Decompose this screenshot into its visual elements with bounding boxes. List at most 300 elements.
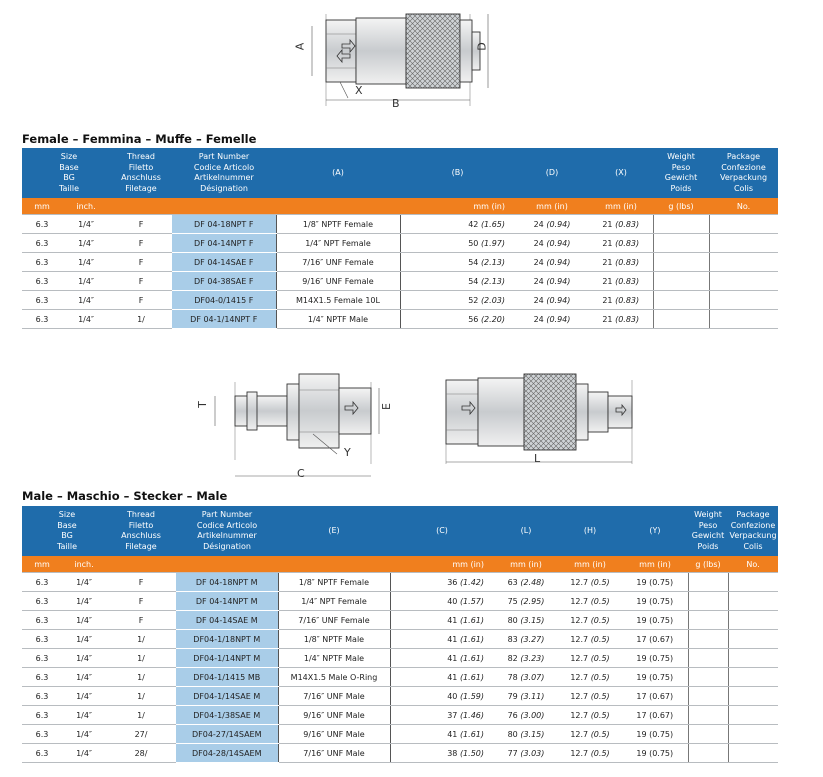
- cell-dim-d-in: (0.94): [546, 295, 571, 305]
- cell-dim-h-in: (0.5): [590, 672, 610, 682]
- cell-dim-l-mm: 79: [507, 691, 518, 701]
- unit-blank: [276, 198, 400, 215]
- cell-description: 1/4″ NPT Female: [278, 592, 390, 611]
- cell-dim-h-in: (0.5): [590, 729, 610, 739]
- cell-inch: 1/4″: [62, 668, 106, 687]
- cell-thread: 1/: [106, 649, 176, 668]
- cell-dim-l: [494, 649, 558, 668]
- cell-dim-c: [390, 649, 494, 668]
- cell-part-number: DF04-1/1415 MB: [176, 668, 278, 687]
- male-dim-e: E: [379, 403, 393, 410]
- table-row: [22, 215, 778, 234]
- cell-thread: 27/: [106, 725, 176, 744]
- cell-dim-h-mm: 12.7: [570, 729, 589, 739]
- female-section-title: Female – Femmina – Muffe – Femelle: [22, 132, 257, 146]
- cell-description: 7/16″ UNF Female: [278, 611, 390, 630]
- cell-dim-d-in: (0.94): [546, 257, 571, 267]
- unit-mm: mm: [22, 198, 62, 215]
- cell-dim-x-in: (0.83): [615, 238, 640, 248]
- cell-dim-x: [589, 291, 653, 310]
- cell-dim-h: [558, 744, 622, 763]
- cell-dim-l-mm: 63: [507, 577, 518, 587]
- cell-dim-l-mm: 78: [507, 672, 518, 682]
- cell-dim-l: [494, 592, 558, 611]
- cell-dim-y: 19 (0.75): [622, 611, 688, 630]
- unit-dim-l: mm (in): [494, 556, 558, 573]
- cell-inch: 1/4″: [62, 611, 106, 630]
- cell-dim-c: [390, 725, 494, 744]
- cell-dim-h: [558, 725, 622, 744]
- cell-inch: 1/4″: [62, 592, 106, 611]
- cell-dim-b-mm: 42: [468, 219, 479, 229]
- header-size: Size Base BG Taille: [22, 506, 106, 556]
- cell-dim-l-mm: 76: [507, 710, 518, 720]
- cell-dim-c-mm: 41: [447, 672, 458, 682]
- cell-inch: 1/4″: [62, 687, 106, 706]
- cell-weight: [653, 215, 709, 234]
- cell-package: [728, 630, 778, 649]
- header-dim-l: (L): [494, 506, 558, 556]
- cell-description: 1/4″ NPTF Male: [278, 649, 390, 668]
- cell-dim-l: [494, 630, 558, 649]
- cell-inch: 1/4″: [62, 215, 110, 234]
- cell-dim-d-in: (0.94): [546, 276, 571, 286]
- cell-dim-h-in: (0.5): [590, 577, 610, 587]
- cell-dim-d: [515, 310, 589, 329]
- cell-dim-x-mm: 21: [602, 295, 613, 305]
- cell-size: 6.3: [22, 668, 62, 687]
- cell-weight: [653, 291, 709, 310]
- cell-dim-c-mm: 36: [447, 577, 458, 587]
- cell-weight: [688, 725, 728, 744]
- cell-inch: 1/4″: [62, 630, 106, 649]
- cell-package: [728, 611, 778, 630]
- cell-dim-d-in: (0.94): [546, 314, 571, 324]
- cell-size: 6.3: [22, 706, 62, 725]
- cell-weight: [653, 234, 709, 253]
- cell-thread: F: [110, 272, 172, 291]
- female-dim-x: X: [355, 84, 363, 97]
- cell-dim-y: 17 (0.67): [622, 706, 688, 725]
- unit-blank: [278, 556, 390, 573]
- cell-package: [728, 706, 778, 725]
- cell-package: [728, 744, 778, 763]
- cell-dim-c-mm: 41: [447, 729, 458, 739]
- cell-dim-l: [494, 611, 558, 630]
- cell-weight: [688, 687, 728, 706]
- cell-size: 6.3: [22, 272, 62, 291]
- cell-dim-h-mm: 12.7: [570, 653, 589, 663]
- cell-thread: F: [110, 234, 172, 253]
- male-section-title: Male – Maschio – Stecker – Male: [22, 489, 228, 503]
- cell-description: 7/16″ UNF Male: [278, 687, 390, 706]
- cell-dim-x-mm: 21: [602, 238, 613, 248]
- cell-thread: 1/: [110, 310, 172, 329]
- cell-dim-l: [494, 706, 558, 725]
- table-row: [22, 649, 778, 668]
- cell-dim-b-in: (2.03): [480, 295, 505, 305]
- cell-dim-h-mm: 12.7: [570, 710, 589, 720]
- cell-thread: F: [106, 592, 176, 611]
- cell-part-number: DF04-0/1415 F: [172, 291, 276, 310]
- cell-thread: F: [110, 253, 172, 272]
- male-header-row: [22, 506, 778, 556]
- cell-dim-c-mm: 40: [447, 596, 458, 606]
- cell-dim-l-in: (3.27): [520, 634, 545, 644]
- cell-size: 6.3: [22, 687, 62, 706]
- cell-description: 7/16″ UNF Male: [278, 744, 390, 763]
- table-row: [22, 668, 778, 687]
- cell-dim-b: [400, 234, 515, 253]
- unit-blank: [106, 556, 176, 573]
- female-dim-b: B: [392, 97, 400, 110]
- cell-dim-h-in: (0.5): [590, 653, 610, 663]
- cell-weight: [653, 272, 709, 291]
- cell-dim-x-in: (0.83): [615, 257, 640, 267]
- male-dim-c: C: [297, 467, 305, 480]
- header-package: Package Confezione Verpackung Colis: [728, 506, 778, 556]
- cell-part-number: DF 04-18NPT M: [176, 573, 278, 592]
- cell-part-number: DF04-1/38SAE M: [176, 706, 278, 725]
- unit-dim-c: mm (in): [390, 556, 494, 573]
- cell-dim-c: [390, 668, 494, 687]
- cell-dim-x-in: (0.83): [615, 295, 640, 305]
- cell-dim-b-in: (1.97): [480, 238, 505, 248]
- table-row: [22, 253, 778, 272]
- cell-package: [709, 272, 778, 291]
- cell-dim-h-mm: 12.7: [570, 672, 589, 682]
- cell-weight: [688, 668, 728, 687]
- cell-weight: [653, 310, 709, 329]
- cell-size: 6.3: [22, 725, 62, 744]
- cell-dim-b-in: (2.13): [480, 276, 505, 286]
- cell-dim-y: 17 (0.67): [622, 687, 688, 706]
- cell-dim-l: [494, 725, 558, 744]
- cell-weight: [688, 706, 728, 725]
- cell-dim-c-in: (1.61): [459, 615, 484, 625]
- cell-inch: 1/4″: [62, 272, 110, 291]
- unit-blank: [176, 556, 278, 573]
- unit-dim-h: mm (in): [558, 556, 622, 573]
- cell-weight: [688, 744, 728, 763]
- cell-dim-c-in: (1.57): [459, 596, 484, 606]
- cell-part-number: DF 04-1/14NPT F: [172, 310, 276, 329]
- cell-dim-l-in: (3.15): [520, 729, 545, 739]
- cell-description: 1/8″ NPTF Female: [278, 573, 390, 592]
- cell-part-number: DF04-1/18NPT M: [176, 630, 278, 649]
- cell-dim-h-in: (0.5): [590, 634, 610, 644]
- cell-dim-y: 19 (0.75): [622, 573, 688, 592]
- cell-dim-h-mm: 12.7: [570, 615, 589, 625]
- cell-inch: 1/4″: [62, 291, 110, 310]
- female-spec-table: [22, 148, 778, 329]
- table-row: [22, 611, 778, 630]
- table-row: [22, 725, 778, 744]
- cell-dim-d-mm: 24: [533, 219, 544, 229]
- female-coupling-drawing: [290, 6, 510, 116]
- cell-part-number: DF04-1/14SAE M: [176, 687, 278, 706]
- unit-blank: [172, 198, 276, 215]
- cell-part-number: DF 04-14NPT M: [176, 592, 278, 611]
- table-row: [22, 744, 778, 763]
- cell-part-number: DF 04-14NPT F: [172, 234, 276, 253]
- cell-dim-x-mm: 21: [602, 314, 613, 324]
- cell-dim-h-mm: 12.7: [570, 748, 589, 758]
- cell-dim-b-mm: 52: [468, 295, 479, 305]
- cell-dim-c-in: (1.61): [459, 672, 484, 682]
- cell-dim-h: [558, 573, 622, 592]
- cell-thread: F: [106, 611, 176, 630]
- cell-dim-b-mm: 54: [468, 257, 479, 267]
- cell-dim-x: [589, 234, 653, 253]
- cell-inch: 1/4″: [62, 725, 106, 744]
- cell-dim-h-in: (0.5): [590, 748, 610, 758]
- cell-dim-c-in: (1.50): [459, 748, 484, 758]
- header-weight: Weight Peso Gewicht Poids: [688, 506, 728, 556]
- cell-weight: [688, 630, 728, 649]
- cell-dim-l-in: (3.15): [520, 615, 545, 625]
- unit-package: No.: [709, 198, 778, 215]
- female-header-row: [22, 148, 778, 198]
- cell-size: 6.3: [22, 592, 62, 611]
- cell-dim-d-mm: 24: [533, 314, 544, 324]
- cell-dim-x-mm: 21: [602, 276, 613, 286]
- cell-size: 6.3: [22, 611, 62, 630]
- cell-dim-b: [400, 253, 515, 272]
- cell-dim-x-mm: 21: [602, 219, 613, 229]
- cell-package: [709, 291, 778, 310]
- cell-thread: 28/: [106, 744, 176, 763]
- cell-description: 1/4″ NPTF Male: [276, 310, 400, 329]
- cell-dim-x-in: (0.83): [615, 276, 640, 286]
- cell-dim-c-mm: 41: [447, 634, 458, 644]
- cell-dim-h: [558, 668, 622, 687]
- unit-dim-d: mm (in): [515, 198, 589, 215]
- cell-description: 1/8″ NPTF Female: [276, 215, 400, 234]
- unit-mm: mm: [22, 556, 62, 573]
- cell-dim-b: [400, 291, 515, 310]
- header-dim-d: (D): [515, 148, 589, 198]
- unit-weight: g (lbs): [688, 556, 728, 573]
- cell-thread: F: [110, 291, 172, 310]
- cell-dim-h: [558, 611, 622, 630]
- cell-size: 6.3: [22, 215, 62, 234]
- table-row: [22, 592, 778, 611]
- cell-package: [728, 649, 778, 668]
- cell-dim-y: 19 (0.75): [622, 725, 688, 744]
- header-desc: (E): [278, 506, 390, 556]
- cell-dim-y: 17 (0.67): [622, 630, 688, 649]
- female-units-row: [22, 198, 778, 215]
- cell-dim-c-mm: 38: [447, 748, 458, 758]
- table-row: [22, 310, 778, 329]
- cell-dim-c: [390, 592, 494, 611]
- header-thread: Thread Filetto Anschluss Filetage: [106, 506, 176, 556]
- cell-dim-c-mm: 37: [447, 710, 458, 720]
- cell-dim-d-mm: 24: [533, 238, 544, 248]
- cell-dim-c-in: (1.61): [459, 634, 484, 644]
- cell-dim-h-mm: 12.7: [570, 596, 589, 606]
- cell-part-number: DF04-28/14SAEM: [176, 744, 278, 763]
- cell-size: 6.3: [22, 291, 62, 310]
- cell-size: 6.3: [22, 744, 62, 763]
- cell-dim-c: [390, 687, 494, 706]
- table-row: [22, 687, 778, 706]
- cell-dim-h-in: (0.5): [590, 691, 610, 701]
- cell-size: 6.3: [22, 234, 62, 253]
- cell-dim-l-in: (3.07): [520, 672, 545, 682]
- cell-dim-d-mm: 24: [533, 257, 544, 267]
- cell-dim-c-in: (1.61): [459, 729, 484, 739]
- cell-thread: 1/: [106, 630, 176, 649]
- cell-dim-c-mm: 40: [447, 691, 458, 701]
- header-dim-b: (B): [400, 148, 515, 198]
- cell-dim-x-in: (0.83): [615, 314, 640, 324]
- cell-weight: [688, 573, 728, 592]
- cell-weight: [653, 253, 709, 272]
- cell-dim-x: [589, 215, 653, 234]
- cell-inch: 1/4″: [62, 310, 110, 329]
- table-row: [22, 272, 778, 291]
- cell-dim-b: [400, 310, 515, 329]
- cell-dim-l-in: (3.00): [520, 710, 545, 720]
- header-package: Package Confezione Verpackung Colis: [709, 148, 778, 198]
- cell-dim-c-mm: 41: [447, 615, 458, 625]
- cell-size: 6.3: [22, 253, 62, 272]
- cell-description: 9/16″ UNF Female: [276, 272, 400, 291]
- cell-dim-h-in: (0.5): [590, 596, 610, 606]
- cell-package: [709, 215, 778, 234]
- cell-dim-b: [400, 215, 515, 234]
- cell-weight: [688, 592, 728, 611]
- cell-part-number: DF 04-38SAE F: [172, 272, 276, 291]
- header-part-number: Part Number Codice Articolo Artikelnummer Désignation: [176, 506, 278, 556]
- cell-dim-y: 19 (0.75): [622, 668, 688, 687]
- cell-inch: 1/4″: [62, 253, 110, 272]
- cell-package: [728, 592, 778, 611]
- cell-part-number: DF 04-14SAE M: [176, 611, 278, 630]
- cell-dim-d: [515, 234, 589, 253]
- cell-description: 9/16″ UNF Male: [278, 725, 390, 744]
- cell-dim-c: [390, 573, 494, 592]
- cell-dim-h: [558, 592, 622, 611]
- cell-inch: 1/4″: [62, 649, 106, 668]
- header-desc: (A): [276, 148, 400, 198]
- cell-dim-b-mm: 56: [468, 314, 479, 324]
- cell-size: 6.3: [22, 649, 62, 668]
- header-thread: Thread Filetto Anschluss Filetage: [110, 148, 172, 198]
- cell-dim-l-mm: 75: [507, 596, 518, 606]
- header-dim-c: (C): [390, 506, 494, 556]
- cell-thread: F: [106, 573, 176, 592]
- cell-dim-b-mm: 54: [468, 276, 479, 286]
- cell-inch: 1/4″: [62, 234, 110, 253]
- assembly-dim-l: L: [534, 452, 541, 465]
- cell-dim-l: [494, 744, 558, 763]
- cell-part-number: DF04-27/14SAEM: [176, 725, 278, 744]
- cell-package: [709, 253, 778, 272]
- cell-inch: 1/4″: [62, 706, 106, 725]
- cell-description: 1/4″ NPT Female: [276, 234, 400, 253]
- cell-dim-b-in: (1.65): [480, 219, 505, 229]
- cell-dim-b-mm: 50: [468, 238, 479, 248]
- cell-dim-l: [494, 668, 558, 687]
- cell-dim-c: [390, 630, 494, 649]
- cell-dim-h-in: (0.5): [590, 710, 610, 720]
- cell-part-number: DF 04-18NPT F: [172, 215, 276, 234]
- cell-dim-y: 19 (0.75): [622, 592, 688, 611]
- cell-package: [709, 310, 778, 329]
- cell-part-number: DF04-1/14NPT M: [176, 649, 278, 668]
- cell-dim-l-in: (2.48): [520, 577, 545, 587]
- cell-dim-c-in: (1.42): [459, 577, 484, 587]
- cell-dim-l-mm: 77: [507, 748, 518, 758]
- cell-dim-d: [515, 272, 589, 291]
- cell-dim-h-mm: 12.7: [570, 577, 589, 587]
- cell-dim-b: [400, 272, 515, 291]
- female-dim-d: D: [475, 42, 489, 51]
- cell-weight: [688, 649, 728, 668]
- cell-dim-x-mm: 21: [602, 257, 613, 267]
- female-table-body: [22, 215, 778, 329]
- header-dim-h: (H): [558, 506, 622, 556]
- cell-dim-l-mm: 80: [507, 729, 518, 739]
- female-dim-a: A: [293, 42, 307, 51]
- cell-size: 6.3: [22, 630, 62, 649]
- cell-dim-x: [589, 310, 653, 329]
- cell-dim-d-in: (0.94): [546, 238, 571, 248]
- unit-dim-x: mm (in): [589, 198, 653, 215]
- unit-inch: inch.: [62, 556, 106, 573]
- cell-description: 9/16″ UNF Male: [278, 706, 390, 725]
- table-row: [22, 706, 778, 725]
- unit-inch: inch.: [62, 198, 110, 215]
- cell-dim-x: [589, 272, 653, 291]
- cell-thread: 1/: [106, 706, 176, 725]
- cell-dim-d-in: (0.94): [546, 219, 571, 229]
- cell-dim-c-in: (1.59): [459, 691, 484, 701]
- male-units-row: [22, 556, 778, 573]
- cell-description: 7/16″ UNF Female: [276, 253, 400, 272]
- cell-dim-l-in: (3.11): [520, 691, 545, 701]
- cell-size: 6.3: [22, 310, 62, 329]
- cell-description: M14X1.5 Female 10L: [276, 291, 400, 310]
- unit-weight: g (lbs): [653, 198, 709, 215]
- unit-blank: [110, 198, 172, 215]
- male-dim-y: Y: [344, 446, 351, 459]
- male-female-assembly-drawing: [436, 366, 646, 472]
- cell-dim-l-mm: 82: [507, 653, 518, 663]
- cell-dim-l-in: (2.95): [520, 596, 545, 606]
- cell-dim-l-mm: 80: [507, 615, 518, 625]
- cell-package: [728, 573, 778, 592]
- cell-weight: [688, 611, 728, 630]
- unit-dim-b: mm (in): [400, 198, 515, 215]
- header-dim-x: (X): [589, 148, 653, 198]
- cell-dim-b-in: (2.13): [480, 257, 505, 267]
- cell-dim-h-in: (0.5): [590, 615, 610, 625]
- cell-dim-d: [515, 291, 589, 310]
- cell-dim-c-mm: 41: [447, 653, 458, 663]
- unit-package: No.: [728, 556, 778, 573]
- cell-dim-h: [558, 706, 622, 725]
- cell-description: 1/8″ NPTF Male: [278, 630, 390, 649]
- header-size: Size Base BG Taille: [22, 148, 110, 198]
- cell-dim-h: [558, 687, 622, 706]
- cell-dim-h-mm: 12.7: [570, 691, 589, 701]
- unit-dim-y: mm (in): [622, 556, 688, 573]
- table-row: [22, 573, 778, 592]
